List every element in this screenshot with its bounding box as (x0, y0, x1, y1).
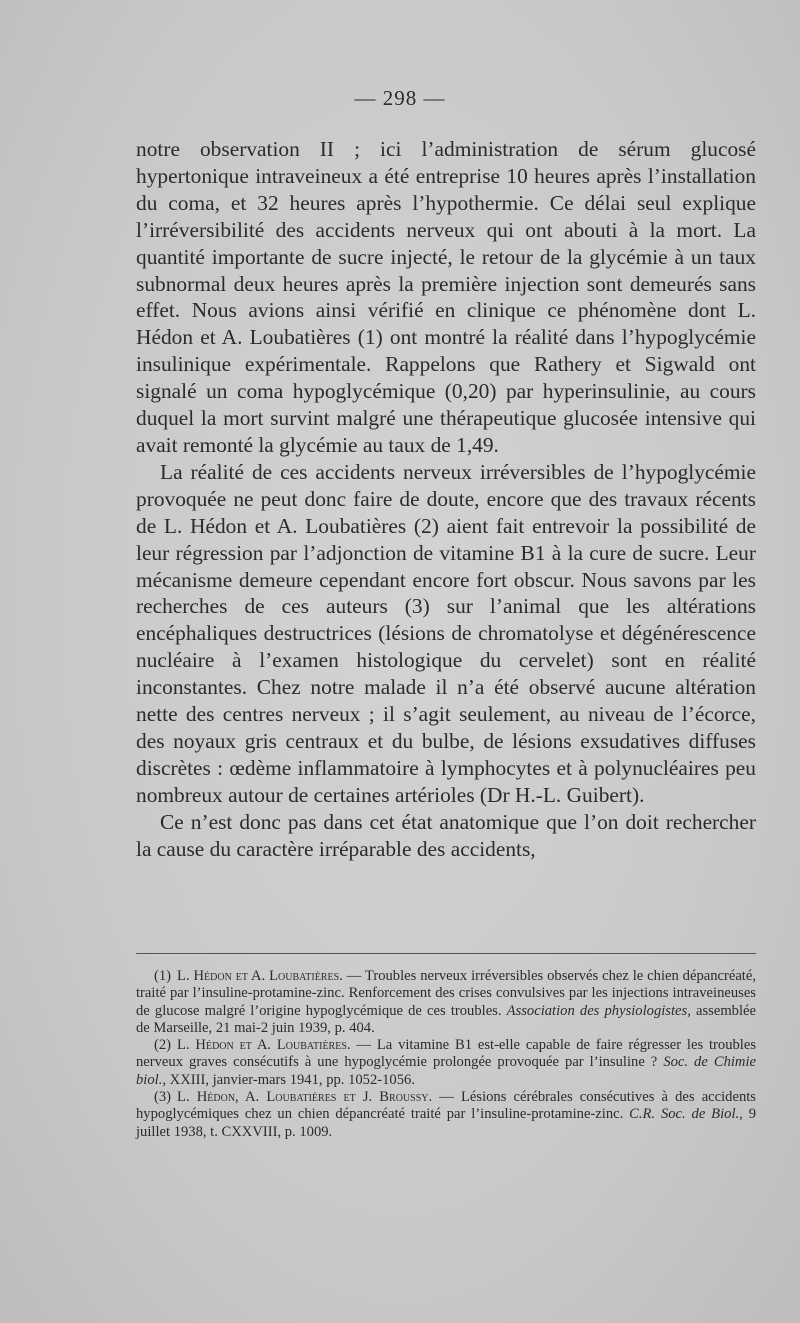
footnote (136, 1037, 756, 1089)
footnote-text: — La vitamine B1 est-elle capable de faire régresser les troubles nerveux graves consécutifs à une hypoglycémie prolongée provoquée par l’insuline ? (136, 1037, 756, 1071)
footnote-marker: (3) (154, 1089, 172, 1106)
footnote-separator (136, 953, 756, 954)
footnote-marker: (1) (154, 968, 172, 984)
footnote-journal: Association des physiologistes, (506, 1002, 691, 1019)
footnote (136, 1089, 756, 1141)
footnote-reference: assemblée de Marseille, 21 mai-2 juin 1939, p. 404. (136, 1002, 756, 1036)
footnote-reference: XXIII, janvier-mars 1941, pp. 1052-1056. (169, 1071, 415, 1088)
page-number: — 298 — (354, 86, 446, 110)
footnote-authors: L. Hédon et A. Loubatières. (177, 968, 343, 984)
footnotes (136, 968, 756, 1141)
footnote-marker: (2) (154, 1037, 172, 1054)
footnote-journal: C.R. Soc. de Biol., (629, 1106, 743, 1123)
footnote-authors: L. Hédon, A. Loubatières et J. Broussy. (177, 1089, 433, 1106)
body-text (136, 136, 756, 862)
footnote (136, 968, 756, 1037)
paragraph: La réalité de ces accidents nerveux irréversibles de l’hypoglycémie provoquée ne peut donc faire de doute, encore que des travaux récents de L. Hédon et A. Loubatières (2) aient fait entrevoir la possibilité de leur régression par l’adjonction de vitamine B1 à la cure de sucre. Leur mécanisme demeure cependant encore fort obscur. Nous savons par les recherches de ces auteurs (3) sur l’animal que les altérations encéphaliques destructrices (lésions de chromatolyse et dégénérescence nucléaire à l’examen histologique du cervelet) sont en réalité inconstantes. Chez notre malade il n’a été observé aucune altération nette des centres nerveux ; il s’agit seulement, au niveau de l’écorce, des noyaux gris centraux et du bulbe, de lésions exsudatives diffuses discrètes : œdème inflammatoire à lymphocytes et à polynucléaires peu nombreux autour de certaines artérioles (Dr H.-L. Guibert). (136, 459, 756, 807)
footnote-journal: Soc. de Chimie biol., (136, 1054, 756, 1088)
paragraph: Ce n’est donc pas dans cet état anatomique que l’on doit rechercher la cause du caractère irréparable des accidents, (136, 809, 756, 861)
paragraph: notre observation II ; ici l’administration de sérum glucosé hypertonique intraveineux a été entreprise 10 heures après l’installation du coma, et 32 heures après l’hypothermie. Ce délai seul explique l’irréversibilité des accidents nerveux qui ont abouti à la mort. La quantité importante de sucre injecté, le retour de la glycémie à un taux subnormal deux heures après la première injection sont demeurés sans effet. Nous avions ainsi vérifié en clinique ce phénomène dont L. Hédon et A. Loubatières (1) ont montré la réalité dans l’hypoglycémie insulinique expérimentale. Rappelons que Rathery et Sigwald ont signalé un coma hypoglycémique (0,20) par hyperinsulinie, au cours duquel la mort survint malgré une thérapeutique glucosée intensive qui avait remonté la glycémie au taux de 1,49. (136, 137, 756, 457)
footnote-reference: 9 juillet 1938, t. CXXVIII, p. 1009. (136, 1106, 756, 1140)
footnote-authors: L. Hédon et A. Loubatières. (177, 1037, 351, 1054)
footnote-text: — Lésions cérébrales consécutives à des accidents hypoglycémiques chez un chien dépancréaté traité par l’insuline-protamine-zinc. (136, 1089, 756, 1123)
footnote-text: — Troubles nerveux irréversibles observés chez le chien dépancréaté, traité par l’insuline-protamine-zinc. Renforcement des crises convulsives par les injections intraveineuses de glucose malgré l’origine hypoglycémique de ces troubles. (136, 968, 756, 1019)
